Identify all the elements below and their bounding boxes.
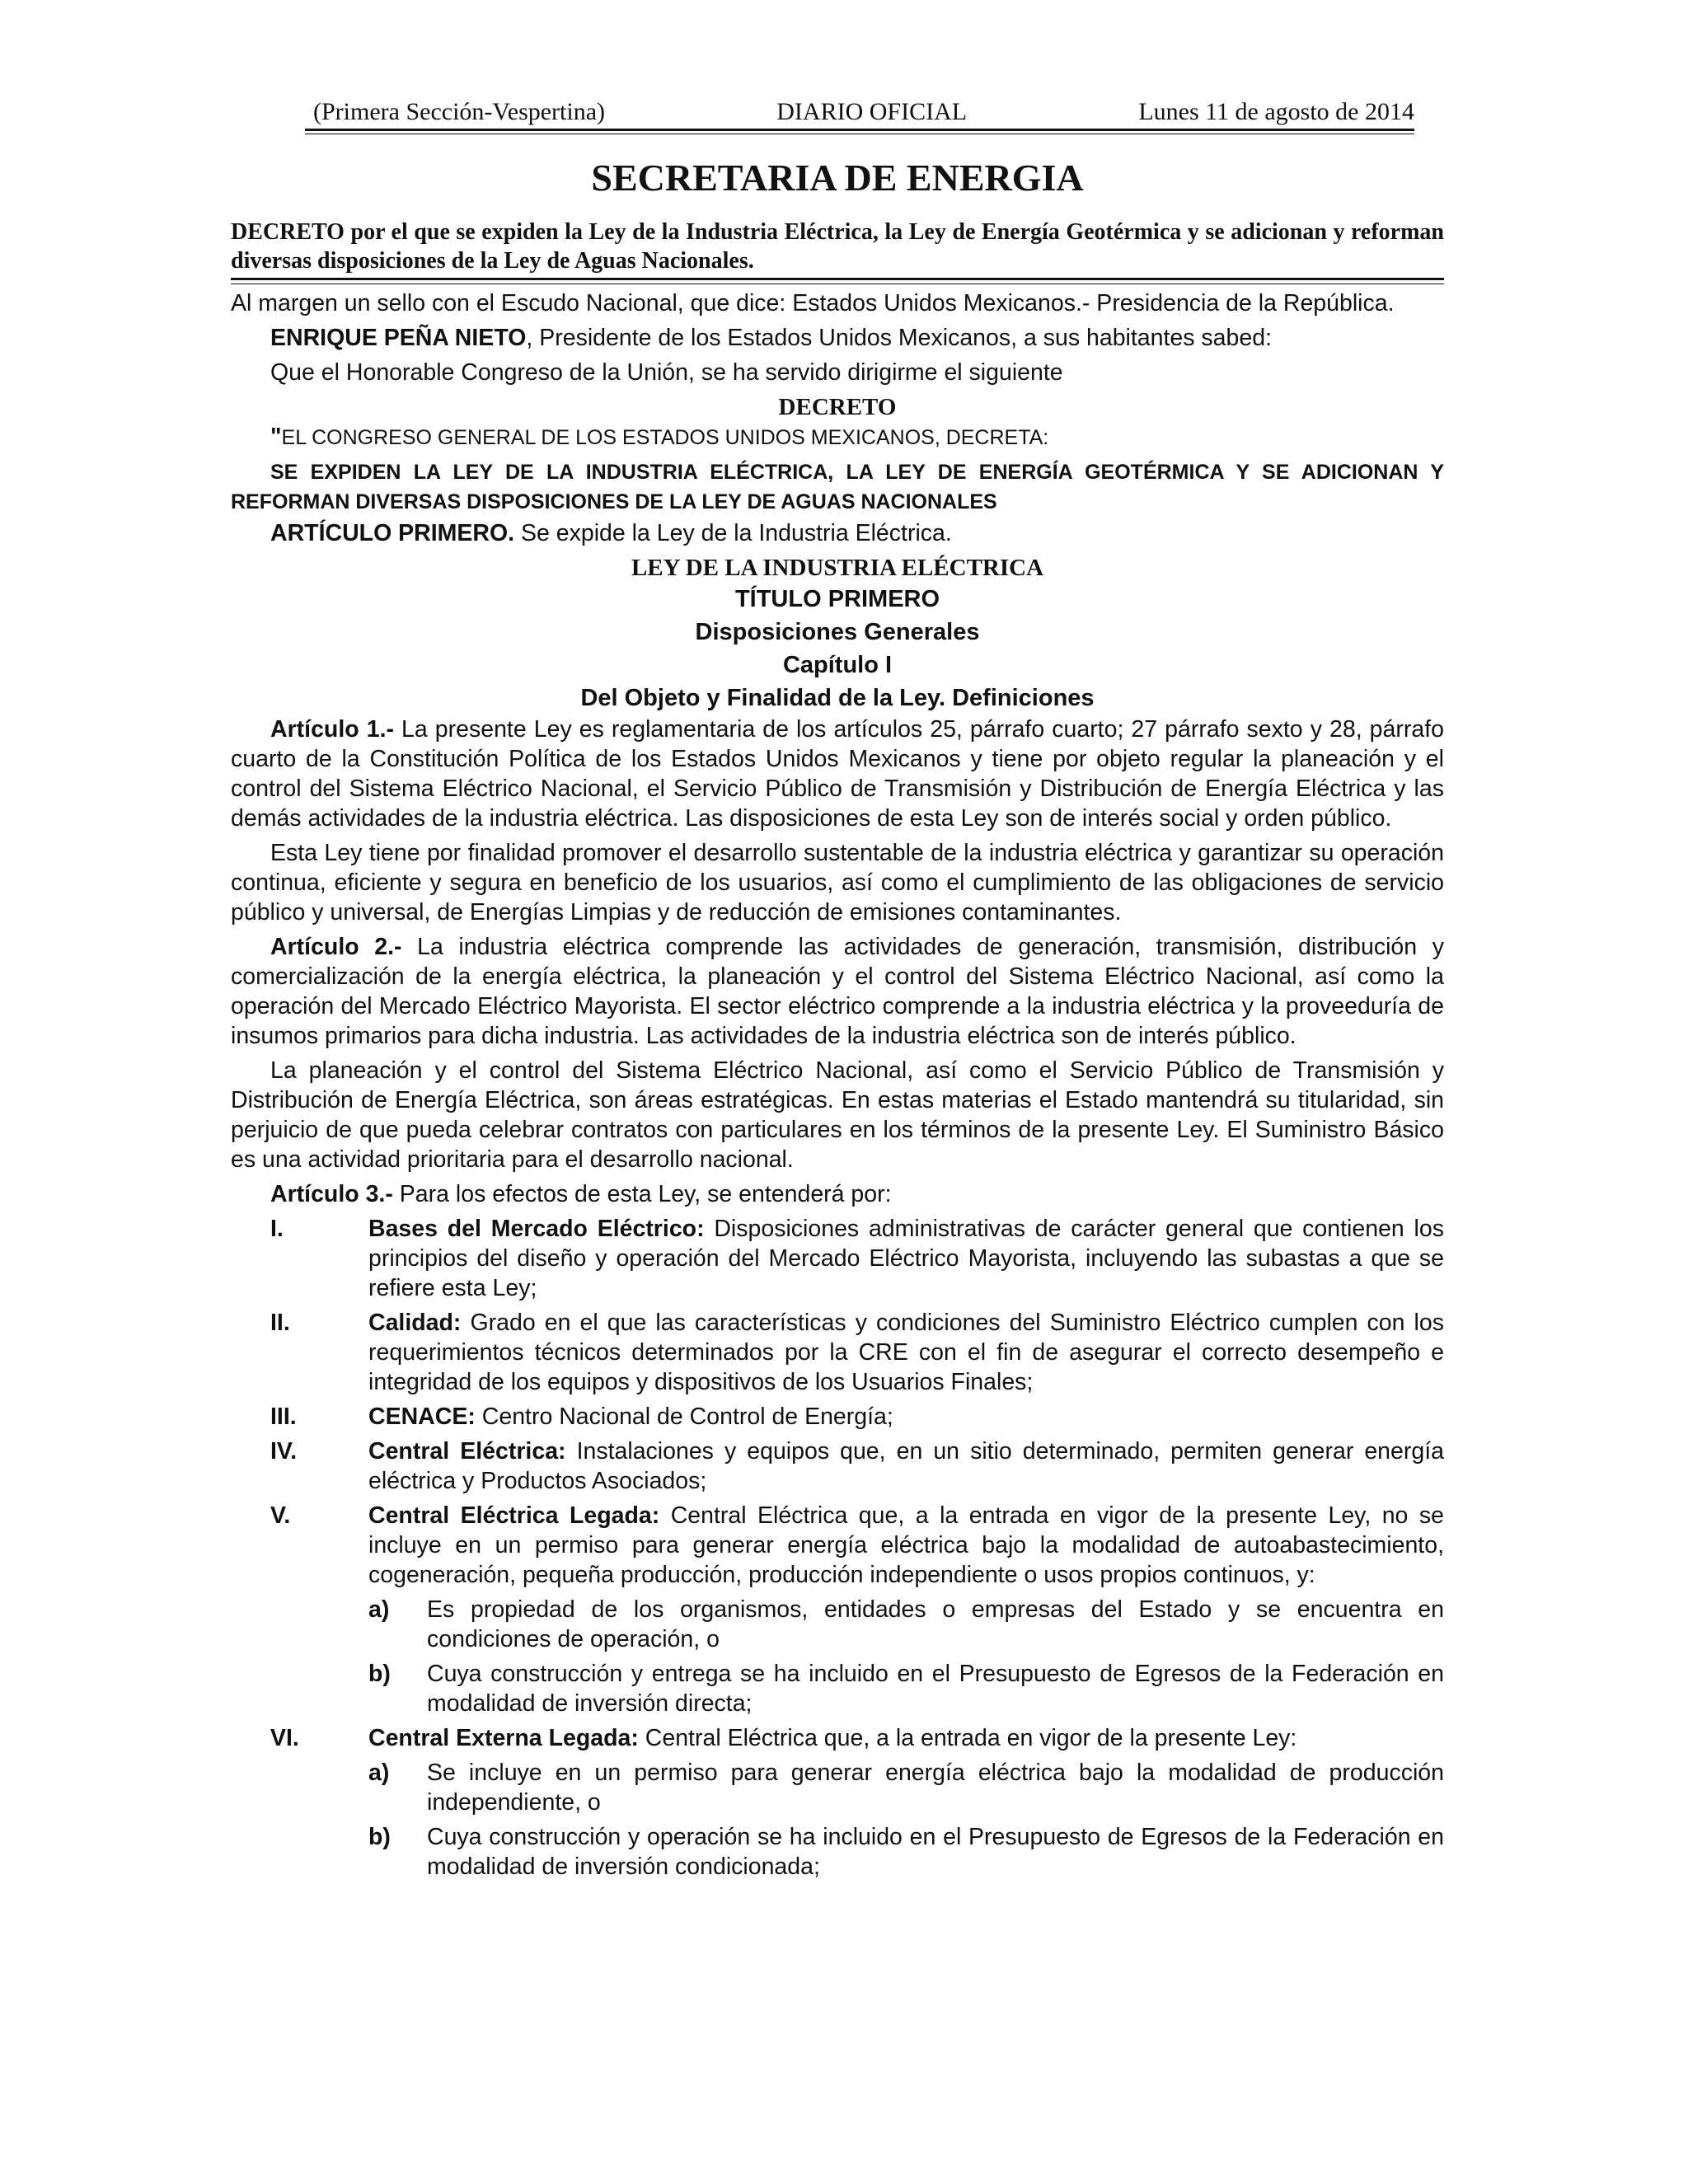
decreto-heading: DECRETO (778, 394, 897, 420)
definition-number: IV. (270, 1438, 298, 1465)
margin-note: Al margen un sello con el Escudo Nacional, que dice: Estados Unidos Mexicanos.- Presidencia de la República. (231, 290, 1395, 316)
definition-item (231, 1723, 1444, 1753)
president-line (231, 323, 1444, 353)
header-publication: DIARIO OFICIAL (776, 98, 968, 125)
subitem-letter: a) (368, 1596, 390, 1623)
definition-term: Central Externa Legada: (368, 1725, 639, 1751)
definition-term: Central Eléctrica Legada: (368, 1502, 660, 1529)
definition-subitem (231, 1758, 1444, 1817)
articulo-2-label: Artículo 2.- (270, 934, 402, 960)
articulo-1-text: La presente Ley es reglamentaria de los artículos 25, párrafo cuarto; 27 párrafo sexto y 28, párrafo cuarto de la Constitución Política de los Estados Unidos Mexicanos y tiene por objeto regular la planeación y el control del Sistema Eléctrico Nacional, el Servicio Público de Transmisión y Distribución de Energía Eléctrica y las demás actividades de la industria eléctrica. Las disposiciones de esta Ley son de interés social y orden público. (231, 716, 1444, 832)
definition-term: Calidad: (368, 1310, 462, 1336)
articulo-primero-label: ARTÍCULO PRIMERO. (270, 520, 515, 546)
articulo-3-label: Artículo 3.- (270, 1181, 393, 1207)
decreta-quote: " (270, 424, 282, 450)
definition-number: V. (270, 1502, 291, 1529)
law-title: LEY DE LA INDUSTRIA ELÉCTRICA (631, 555, 1044, 581)
definition-item (231, 1402, 1444, 1432)
definition-body: Disposiciones administrativas de carácter general que contienen los principios del diseño y operación del Mercado Eléctrico Mayorista, incluyendo las subastas a que se refiere esta Ley; (368, 1216, 1444, 1301)
definition-item (231, 1308, 1444, 1397)
decreta-line (231, 422, 1444, 452)
subitem-letter: b) (368, 1824, 391, 1850)
definition-term: CENACE: (368, 1404, 476, 1430)
articulo-1-label: Artículo 1.- (270, 716, 394, 743)
definition-item (231, 1501, 1444, 1590)
decree-caps: SE EXPIDEN LA LEY DE LA INDUSTRIA ELÉCTRICA, LA LEY DE ENERGÍA GEOTÉRMICA Y SE ADICIONAN Y REFORMAN DIVERSAS DISPOSICIONES DE LA LEY DE AGUAS NACIONALES (231, 461, 1444, 513)
congress-line: Que el Honorable Congreso de la Unión, se ha servido dirigirme el siguiente (270, 359, 1063, 386)
articulo-3-text: Para los efectos de esta Ley, se entenderá por: (392, 1181, 892, 1207)
articulo-1 (231, 715, 1444, 833)
articulo-primero (231, 518, 1444, 548)
articulo-2 (231, 932, 1444, 1051)
definition-item (231, 1436, 1444, 1496)
page-header (305, 97, 1414, 127)
capitulo-heading: Capítulo I (782, 652, 893, 678)
definition-item (231, 1214, 1444, 1303)
decreta-text: EL CONGRESO GENERAL DE LOS ESTADOS UNIDOS MEXICANOS, DECRETA: (281, 426, 1049, 449)
definition-subitem (231, 1822, 1444, 1882)
titulo-heading: TÍTULO PRIMERO (734, 586, 940, 612)
articulo-primero-text: Se expide la Ley de la Industria Eléctrica. (514, 520, 952, 546)
definition-number: II. (270, 1310, 290, 1336)
definition-text (368, 1501, 1444, 1590)
decree-summary: DECRETO por el que se expiden la Ley de la Industria Eléctrica, la Ley de Energía Geotérmica y se adicionan y reforman diversas disposiciones de la Ley de Aguas Nacionales. (231, 219, 1444, 274)
president-name: ENRIQUE PEÑA NIETO (270, 325, 527, 351)
definition-body: Instalaciones y equipos que, en un sitio determinado, permiten generar energía eléctrica y Productos Asociados; (368, 1438, 1444, 1494)
header-rule (305, 129, 1414, 131)
definition-number: VI. (270, 1725, 299, 1751)
definition-term: Central Eléctrica: (368, 1438, 566, 1465)
articulo-2-text: La industria eléctrica comprende las actividades de generación, transmisión, distribución y comercialización de la energía eléctrica, la planeación y el control del Sistema Eléctrico Nacional, así como la operación del Mercado Eléctrico Mayorista. El sector eléctrico comprende a la industria eléctrica y la proveeduría de insumos primarios para dicha industria. Las actividades de la industria eléctrica son de interés público. (231, 934, 1444, 1049)
definition-text (368, 1308, 1444, 1397)
articulo-1-p2: Esta Ley tiene por finalidad promover el desarrollo sustentable de la industria eléctrica y garantizar su operación continua, eficiente y segura en beneficio de los usuarios, así como el cumplimiento de las obligaciones de servicio público y universal, de Energías Limpias y de reducción de emisiones contaminantes. (231, 840, 1444, 926)
definition-text (368, 1436, 1444, 1496)
header-section: (Primera Sección-Vespertina) (313, 98, 606, 125)
subitem-text: Cuya construcción y operación se ha incluido en el Presupuesto de Egresos de la Federación en modalidad de inversión condicionada; (427, 1824, 1444, 1880)
definition-subitem (231, 1659, 1444, 1718)
document-body (231, 288, 1444, 1886)
articulo-3 (231, 1179, 1444, 1209)
president-rest: , Presidente de los Estados Unidos Mexicanos, a sus habitantes sabed: (526, 325, 1273, 351)
definition-body: Central Eléctrica que, a la entrada en vigor de la presente Ley, no se incluye en un permiso para generar energía eléctrica bajo la modalidad de autoabastecimiento, cogeneración, pequeña producción, producción independiente o usos propios continuos, y: (368, 1502, 1444, 1588)
page-title: SECRETARIA DE ENERGIA (591, 157, 1084, 199)
subitem-text: Es propiedad de los organismos, entidades o empresas del Estado y se encuentra en condiciones de operación, o (427, 1596, 1444, 1652)
definition-term: Bases del Mercado Eléctrico: (368, 1216, 705, 1242)
definition-body: Central Eléctrica que, a la entrada en vigor de la presente Ley: (638, 1725, 1297, 1751)
disposiciones-heading: Disposiciones Generales (695, 619, 980, 645)
definition-number: III. (270, 1404, 297, 1430)
subitem-text: Se incluye en un permiso para generar energía eléctrica bajo la modalidad de producción independiente, o (427, 1760, 1444, 1816)
subitem-letter: a) (368, 1760, 390, 1786)
definition-text (368, 1723, 1444, 1753)
definition-number: I. (270, 1216, 284, 1242)
definition-text (368, 1214, 1444, 1303)
definition-body: Centro Nacional de Control de Energía; (475, 1404, 893, 1430)
summary-rule (231, 278, 1444, 280)
articulo-2-p2: La planeación y el control del Sistema Eléctrico Nacional, así como el Servicio Público de Transmisión y Distribución de Energía Eléctrica, son áreas estratégicas. En estas materias el Estado mantendrá su titularidad, sin perjuicio de que pueda celebrar contratos con particulares en los términos de la presente Ley. El Suministro Básico es una actividad prioritaria para el desarrollo nacional. (231, 1057, 1444, 1173)
capitulo-name: Del Objeto y Finalidad de la Ley. Definiciones (580, 685, 1095, 711)
definition-text (368, 1402, 1444, 1432)
definition-body: Grado en el que las características y condiciones del Suministro Eléctrico cumplen con los requerimientos técnicos determinados por la CRE con el fin de asegurar el correcto desempeño e integridad de los equipos y dispositivos de los Usuarios Finales; (368, 1310, 1444, 1395)
header-date: Lunes 11 de agosto de 2014 (1138, 98, 1414, 125)
subitem-text: Cuya construcción y entrega se ha incluido en el Presupuesto de Egresos de la Federación en modalidad de inversión directa; (427, 1661, 1444, 1717)
definition-subitem (231, 1595, 1444, 1654)
subitem-letter: b) (368, 1661, 391, 1687)
